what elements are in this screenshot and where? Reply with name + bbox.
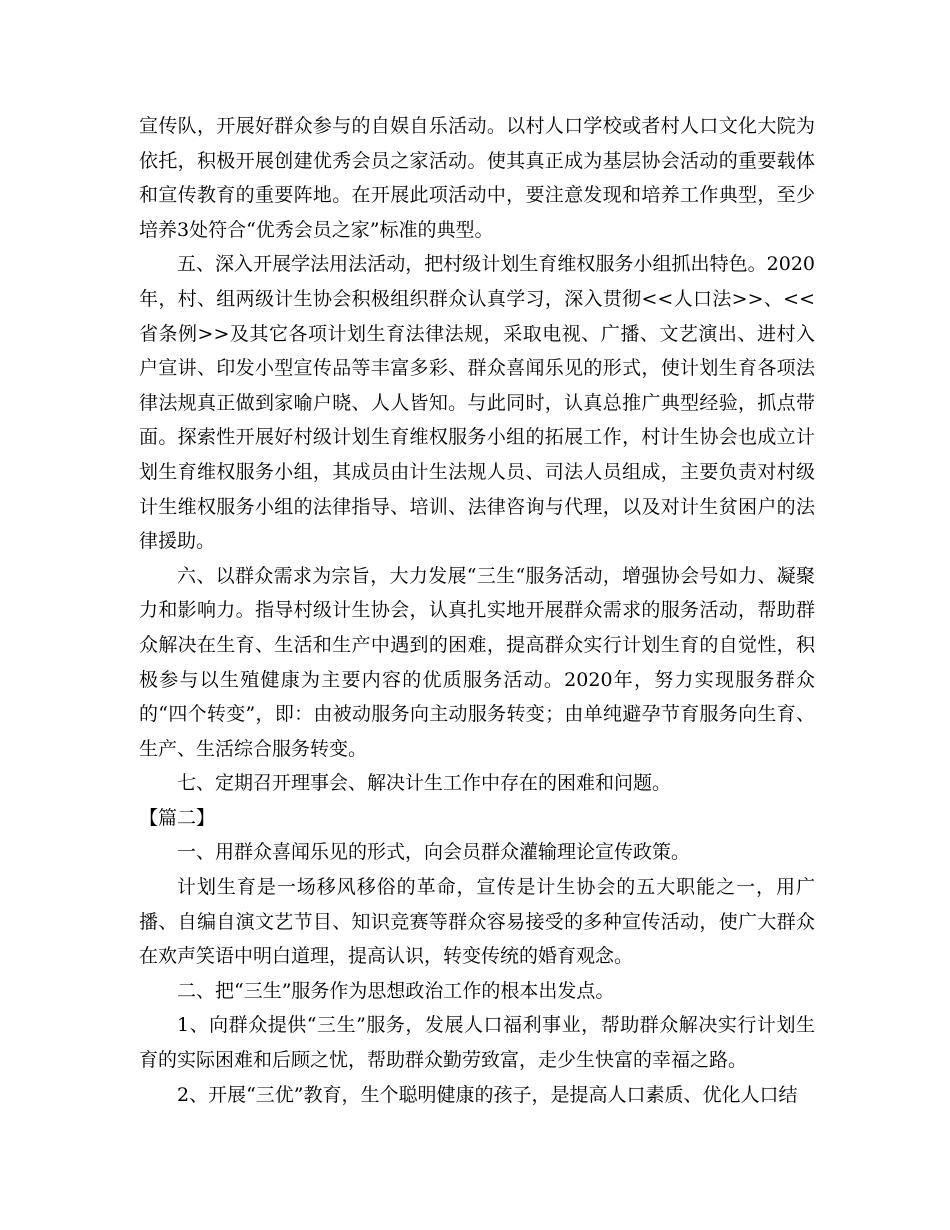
paragraph-item-two-sub-two: 2、开展“三优”教育，生个聪明健康的孩子，是提高人口素质、优化人口结 — [177, 1083, 798, 1106]
paragraph-item-two-sub-one: 1、向群众提供“三生”服务，发展人口福利事业，帮助群众解决实行计划生育的实际困难和后顾之忧，帮助群众勤劳致富，走少生快富的幸福之路。 — [139, 1014, 815, 1072]
paragraph-item-two: 二、把“三生”服务作为思想政治工作的根本出发点。 — [177, 979, 615, 1002]
paragraph-section-five: 五、深入开展学法用法活动，把村级计划生育维权服务小组抓出特色。2020年，村、组两级计生协会积极组织群众认真学习，深入贯彻<<人口法>>、<<省条例>>及其它各项计划生育法律法规，采取电视、广播、文艺演出、进村入户宣讲、印发小型宣传品等丰富多彩、群众喜闻乐见的形式，使计划生育各项法律法规真正做到家喻户晓、人人皆知。与此同时，认真总推广典型经验，抓点带面。探索性开展好村级计划生育维权服务小组的拓展工作，村计生协会也成立计划生育维权服务小组，其成员由计生法规人员、司法人员组成，主要负责对村级计生维权服务小组的法律指导、培训、法律咨询与代理，以及对计生贫困户的法律援助。 — [139, 253, 815, 553]
paragraph-item-one: 一、用群众喜闻乐见的形式，向会员群众灌输理论宣传政策。 — [177, 841, 691, 864]
paragraph-continuation: 宣传队，开展好群众参与的自娱自乐活动。以村人口学校或者村人口文化大院为依托，积极开展创建优秀会员之家活动。使其真正成为基层协会活动的重要载体和宣传教育的重要阵地。在开展此项活动中，要注意发现和培养工作典型，至少培养3处符合“优秀会员之家”标准的典型。 — [139, 115, 815, 241]
paragraph-item-one-body: 计划生育是一场移风移俗的革命，宣传是计生协会的五大职能之一，用广播、自编自演文艺节目、知识竞赛等群众容易接受的多种宣传活动，使广大群众在欢声笑语中明白道理，提高认识，转变传统的婚育观念。 — [139, 876, 815, 968]
document-body — [139, 109, 815, 1112]
section-heading-part-two: 【篇二】 — [139, 806, 216, 829]
paragraph-section-six: 六、以群众需求为宗旨，大力发展“三生“服务活动，增强协会号如力、凝聚力和影响力。指导村级计生协会，认真扎实地开展群众需求的服务活动，帮助群众解决在生育、生活和生产中遇到的困难，提高群众实行计划生育的自觉性，积极参与以生殖健康为主要内容的优质服务活动。2020年，努力实现服务群众的“四个转变”，即：由被动服务向主动服务转变；由单纯避孕节育服务向生育、生产、生活综合服务转变。 — [139, 564, 815, 760]
paragraph-section-seven: 七、定期召开理事会、解决计生工作中存在的困难和问题。 — [177, 772, 672, 795]
